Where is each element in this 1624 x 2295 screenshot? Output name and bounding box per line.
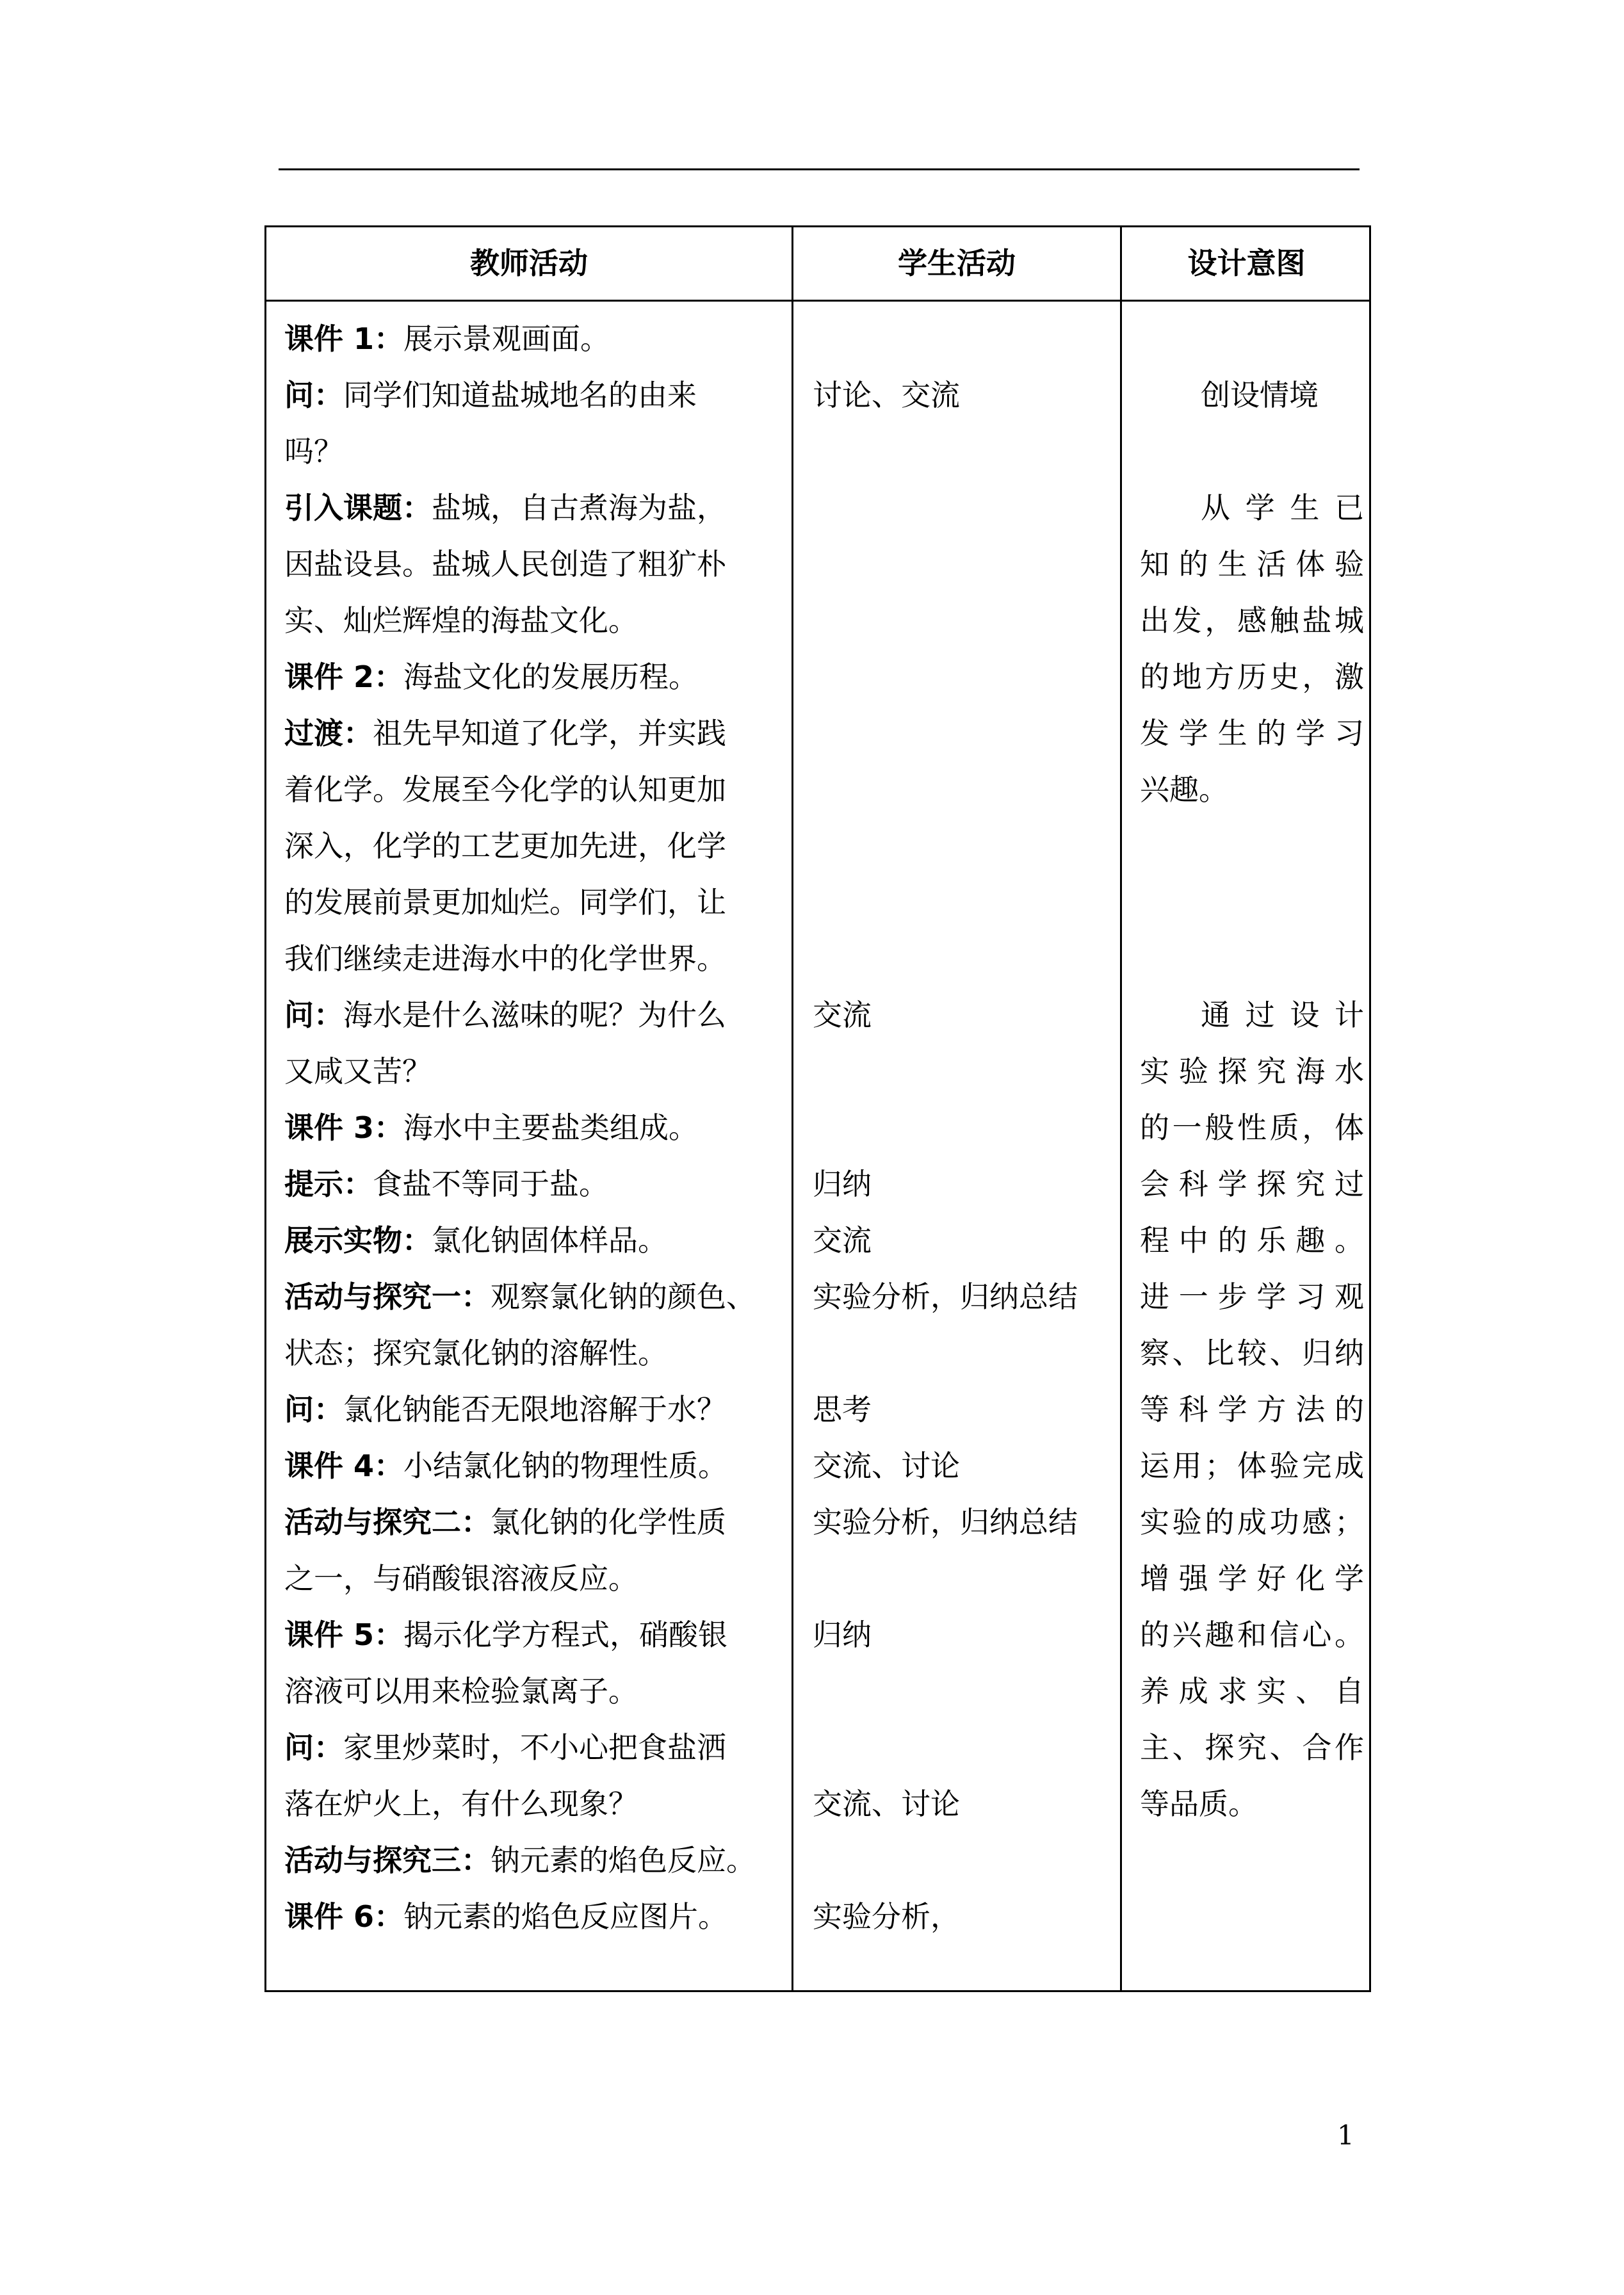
intent-line <box>1140 930 1364 987</box>
intent-line: 出发，感触盐城 <box>1140 603 1364 638</box>
teacher-line-label: 课件 2： <box>284 660 404 694</box>
teacher-line-label: 提示： <box>284 1167 373 1201</box>
intent-line: 从学生已 <box>1201 491 1364 525</box>
teacher-line-text: 祖先早知道了化学，并实践 <box>373 716 726 750</box>
teacher-line-label: 课件 4： <box>284 1448 404 1483</box>
teacher-line <box>284 423 784 480</box>
teacher-line-text: 钠元素的焰色反应。 <box>491 1843 756 1877</box>
teacher-line-text: 实、灿烂辉煌的海盐文化。 <box>284 603 638 638</box>
teacher-line-label: 课件 6： <box>284 1899 404 1934</box>
student-line: 思考 <box>813 1392 872 1427</box>
teacher-line <box>284 1832 784 1888</box>
header-teacher-activity: 教师活动 <box>470 246 588 280</box>
header-student-activity: 学生活动 <box>898 246 1016 280</box>
teacher-line-text: 展示景观画面。 <box>403 321 610 356</box>
student-line <box>813 761 1114 818</box>
teacher-line-label: 展示实物： <box>284 1223 432 1258</box>
teacher-line <box>284 987 784 1043</box>
teacher-line-label: 课件 1： <box>284 321 404 356</box>
intent-line: 察、比较、归纳 <box>1140 1336 1364 1370</box>
teacher-line <box>284 649 784 705</box>
teacher-line-text: 同学们知道盐城地名的由来 <box>343 378 697 412</box>
intent-line: 进一步学习观 <box>1140 1279 1364 1314</box>
teacher-line <box>284 1381 784 1438</box>
teacher-line-text: 海水中主要盐类组成。 <box>403 1110 699 1145</box>
header-design-intent: 设计意图 <box>1187 246 1306 280</box>
teacher-line-label: 课件 3： <box>284 1110 404 1145</box>
intent-line <box>1140 311 1364 367</box>
teacher-activity-column <box>284 311 784 1945</box>
student-line <box>813 1043 1114 1099</box>
intent-line: 发学生的学习 <box>1140 716 1364 750</box>
student-line <box>813 818 1114 874</box>
intent-line: 运用；体验完成 <box>1140 1448 1364 1483</box>
student-line <box>813 536 1114 592</box>
teacher-line-text: 盐城，自古煮海为盐， <box>432 491 726 525</box>
teacher-line <box>284 874 784 930</box>
teacher-line <box>284 705 784 761</box>
intent-line: 实验的成功感； <box>1140 1505 1364 1539</box>
teacher-line-text: 因盐设县。盐城人民创造了粗犷朴 <box>284 547 726 581</box>
teacher-line-text: 海水是什么滋味的呢？为什么 <box>343 998 726 1032</box>
teacher-line-text: 氯化钠固体样品。 <box>432 1223 667 1258</box>
teacher-line <box>284 1212 784 1269</box>
header-rule <box>279 168 1360 170</box>
teacher-line-text: 观察氯化钠的颜色、 <box>491 1279 756 1314</box>
intent-line <box>1140 874 1364 930</box>
student-line: 交流、讨论 <box>813 1448 960 1483</box>
intent-line: 实验探究海水 <box>1140 1054 1364 1089</box>
teacher-line-text: 家里炒菜时，不小心把食盐洒 <box>343 1730 726 1765</box>
teacher-line <box>284 367 784 423</box>
teacher-line-text: 的发展前景更加灿烂。同学们，让 <box>284 885 726 920</box>
teacher-line <box>284 1043 784 1099</box>
student-activity-column <box>813 311 1114 1945</box>
teacher-line <box>284 1607 784 1663</box>
student-line <box>813 930 1114 987</box>
student-line: 实验分析，归纳总结 <box>813 1279 1078 1314</box>
student-line: 实验分析， <box>813 1899 960 1934</box>
student-line <box>813 649 1114 705</box>
teacher-line <box>284 1156 784 1212</box>
teacher-line <box>284 1099 784 1156</box>
teacher-line-text: 吗？ <box>284 434 343 469</box>
student-line <box>813 1663 1114 1719</box>
page-number: 1 <box>1337 2120 1354 2151</box>
teacher-line-text: 溶液可以用来检验氯离子。 <box>284 1674 638 1708</box>
student-line <box>813 1099 1114 1156</box>
teacher-line <box>284 1888 784 1945</box>
table-header-row <box>266 227 1369 302</box>
teacher-line-text: 氯化钠的化学性质 <box>491 1505 726 1539</box>
teacher-line-label: 课件 5： <box>284 1618 404 1652</box>
intent-line: 的地方历史，激 <box>1140 660 1364 694</box>
design-intent-column <box>1140 311 1364 1832</box>
intent-line: 兴趣。 <box>1140 772 1228 807</box>
teacher-line <box>284 311 784 367</box>
student-line: 交流 <box>813 998 872 1032</box>
teacher-line <box>284 592 784 649</box>
student-line <box>813 311 1114 367</box>
teacher-line-label: 活动与探究三： <box>284 1843 491 1877</box>
teacher-line <box>284 1550 784 1607</box>
teacher-line-text: 落在炉火上，有什么现象？ <box>284 1787 638 1821</box>
teacher-line <box>284 480 784 536</box>
student-line <box>813 592 1114 649</box>
column-divider <box>792 227 793 1990</box>
intent-line: 养成求实、自 <box>1140 1674 1364 1708</box>
intent-line: 知的生活体验 <box>1140 547 1364 581</box>
intent-line: 通过设计 <box>1201 998 1364 1032</box>
teacher-line <box>284 1663 784 1719</box>
teacher-line-text: 食盐不等同于盐。 <box>373 1167 608 1201</box>
teacher-line-text: 着化学。发展至今化学的认知更加 <box>284 772 726 807</box>
student-line: 实验分析，归纳总结 <box>813 1505 1078 1539</box>
intent-line: 主、探究、合作 <box>1140 1730 1364 1765</box>
teacher-line-text: 海盐文化的发展历程。 <box>403 660 699 694</box>
teacher-line <box>284 1719 784 1776</box>
teacher-line-text: 深入，化学的工艺更加先进，化学 <box>284 829 726 863</box>
intent-line: 增强学好化学 <box>1140 1561 1364 1596</box>
student-line <box>813 1325 1114 1381</box>
student-line <box>813 423 1114 480</box>
teacher-line-text: 我们继续走进海水中的化学世界。 <box>284 941 726 976</box>
teacher-line-text: 又咸又苦？ <box>284 1054 432 1089</box>
teacher-line-label: 问： <box>284 998 343 1032</box>
teacher-line-text: 氯化钠能否无限地溶解于水？ <box>343 1392 726 1427</box>
teacher-line <box>284 1325 784 1381</box>
student-line <box>813 705 1114 761</box>
student-line: 交流、讨论 <box>813 1787 960 1821</box>
teacher-line-text: 钠元素的焰色反应图片。 <box>403 1899 728 1934</box>
teacher-line-label: 引入课题： <box>284 491 432 525</box>
column-divider <box>1120 227 1122 1990</box>
teacher-line-label: 活动与探究一： <box>284 1279 491 1314</box>
student-line <box>813 1832 1114 1888</box>
student-line <box>813 874 1114 930</box>
teacher-line <box>284 536 784 592</box>
intent-line: 的一般性质，体 <box>1140 1110 1364 1145</box>
intent-line: 程中的乐趣。 <box>1140 1223 1364 1258</box>
teacher-line <box>284 1269 784 1325</box>
teacher-line-label: 问： <box>284 378 343 412</box>
student-line: 归纳 <box>813 1618 872 1652</box>
lesson-table <box>264 225 1371 1992</box>
intent-line: 等品质。 <box>1140 1787 1258 1821</box>
teacher-line-label: 问： <box>284 1392 343 1427</box>
student-line <box>813 1550 1114 1607</box>
teacher-line-text: 之一，与硝酸银溶液反应。 <box>284 1561 638 1596</box>
teacher-line-text: 状态；探究氯化钠的溶解性。 <box>284 1336 667 1370</box>
teacher-line-label: 活动与探究二： <box>284 1505 491 1539</box>
student-line <box>813 1719 1114 1776</box>
student-line: 归纳 <box>813 1167 872 1201</box>
intent-line: 会科学探究过 <box>1140 1167 1364 1201</box>
intent-line: 创设情境 <box>1201 378 1319 412</box>
teacher-line <box>284 1494 784 1550</box>
teacher-line <box>284 1438 784 1494</box>
intent-line <box>1140 818 1364 874</box>
teacher-line <box>284 930 784 987</box>
intent-line <box>1140 423 1364 480</box>
teacher-line <box>284 1776 784 1832</box>
teacher-line <box>284 761 784 818</box>
student-line: 讨论、交流 <box>813 378 960 412</box>
teacher-line-text: 揭示化学方程式，硝酸银 <box>403 1618 728 1652</box>
teacher-line-text: 小结氯化钠的物理性质。 <box>403 1448 728 1483</box>
intent-line: 的兴趣和信心。 <box>1140 1618 1364 1652</box>
student-line <box>813 480 1114 536</box>
teacher-line <box>284 818 784 874</box>
teacher-line-label: 过渡： <box>284 716 373 750</box>
intent-line: 等科学方法的 <box>1140 1392 1364 1427</box>
student-line: 交流 <box>813 1223 872 1258</box>
teacher-line-label: 问： <box>284 1730 343 1765</box>
